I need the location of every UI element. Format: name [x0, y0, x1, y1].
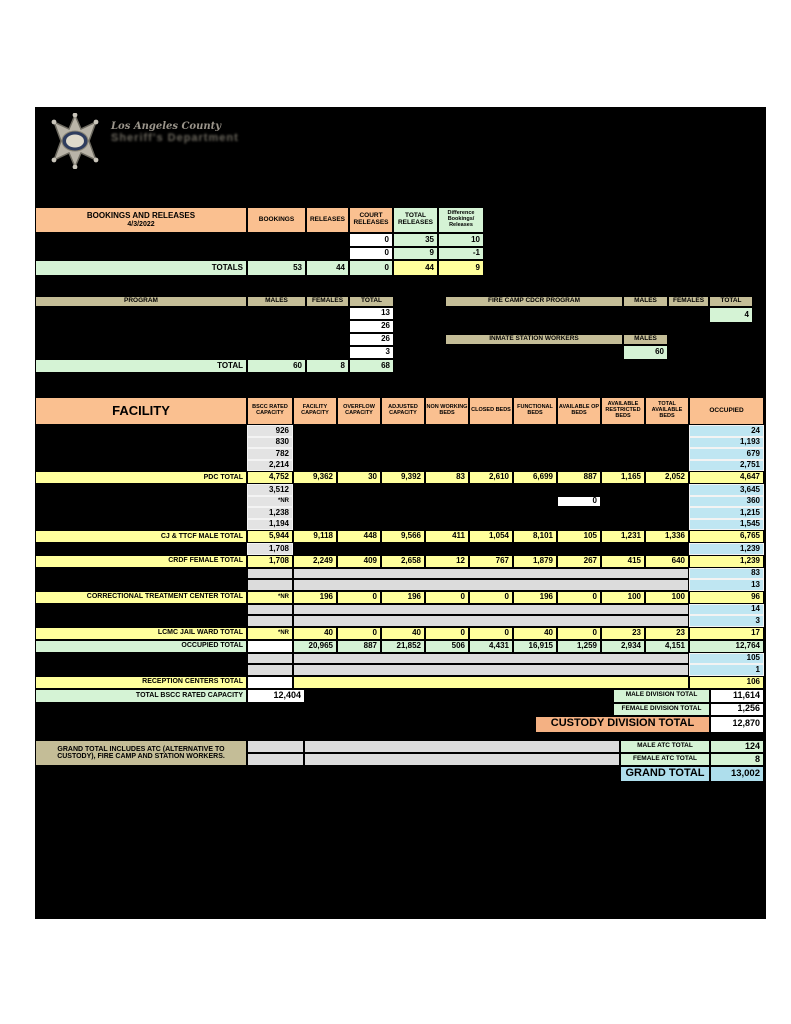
agency-name-line1: Los Angeles County: [111, 121, 222, 132]
functional-cell: 40: [513, 627, 557, 640]
nonworking-cell: 506: [425, 640, 469, 653]
program-total-males: 60: [247, 359, 306, 373]
col-header-program: PROGRAM: [35, 296, 247, 307]
nonworking-cell: 83: [425, 471, 469, 484]
redacted-cell: [445, 345, 623, 360]
avail-op-cell: 0: [557, 627, 601, 640]
court-releases-value: 0: [349, 247, 393, 260]
col-header-females: FEMALES: [306, 296, 349, 307]
redacted-cell: [35, 579, 247, 591]
adjusted-cell: 9,392: [381, 471, 425, 484]
occupied-cell: 24: [689, 425, 764, 437]
male-division-total-value: 11,614: [710, 689, 764, 703]
total-available-cell: 100: [645, 591, 689, 604]
redacted-cell: [293, 496, 557, 508]
program-total-row: [35, 359, 394, 373]
merged-gray-cell: [293, 604, 689, 616]
custody-division-total-label: CUSTODY DIVISION TOTAL: [535, 716, 710, 733]
redacted-cell: [35, 664, 247, 676]
col-header-functional: FUNCTIONAL BEDS: [513, 397, 557, 425]
agency-name-line2: Sheriff's Department: [111, 132, 239, 144]
program-total-label: TOTAL: [35, 359, 247, 373]
bscc-cell: *NR: [247, 591, 293, 604]
redacted-cell: [35, 703, 613, 716]
occupied-cell: 3: [689, 615, 764, 627]
avail-restricted-cell: 2,934: [601, 640, 645, 653]
facility-row: [35, 484, 764, 496]
total-row-label: CJ & TTCF MALE TOTAL: [35, 530, 247, 543]
bscc-cell-empty: [247, 676, 293, 689]
facility-occupied-total-row: [35, 640, 764, 653]
grand-total-section: [35, 740, 764, 782]
program-total-value: 26: [349, 333, 394, 346]
nonworking-cell: 12: [425, 555, 469, 568]
adjusted-cell: 21,852: [381, 640, 425, 653]
female-division-total-row: [35, 703, 764, 716]
program-row-redacted: [35, 320, 394, 333]
station-workers-males-value: 60: [623, 345, 668, 360]
occupied-cell: 13: [689, 579, 764, 591]
redacted-cell: [35, 425, 247, 437]
occupied-cell: 1,239: [689, 555, 764, 568]
facility-total-row-pdc: [35, 471, 764, 484]
report-canvas: [35, 107, 766, 919]
occupied-cell: 6,765: [689, 530, 764, 543]
program-total-value: 13: [349, 307, 394, 320]
facility-capacity-cell: 20,965: [293, 640, 337, 653]
totals-label: TOTALS: [35, 260, 247, 276]
merged-gray-cell: [293, 653, 689, 665]
facility-capacity-cell: 196: [293, 591, 337, 604]
col-header-occupied: OCCUPIED: [689, 397, 764, 425]
program-row-redacted: [35, 333, 394, 346]
facility-row: [35, 437, 764, 449]
occupied-cell: 1,215: [689, 507, 764, 519]
avail-op-cell: 887: [557, 471, 601, 484]
bscc-cell: 782: [247, 448, 293, 460]
program-total-total: 68: [349, 359, 394, 373]
bscc-cell: *NR: [247, 627, 293, 640]
col-header-males: MALES: [623, 334, 668, 345]
adjusted-cell: 196: [381, 591, 425, 604]
occupied-cell: 1,545: [689, 519, 764, 531]
redacted-cell: [293, 425, 689, 437]
agency-name: [111, 121, 239, 144]
total-available-cell: 23: [645, 627, 689, 640]
redacted-cell: [293, 448, 689, 460]
bookings-date: 4/3/2022: [127, 220, 155, 228]
redacted-cell: [35, 320, 349, 333]
program-table: [35, 296, 394, 373]
functional-cell: 6,699: [513, 471, 557, 484]
col-header-avail-op: AVAILABLE OP BEDS: [557, 397, 601, 425]
closed-cell: 1,054: [469, 530, 513, 543]
female-division-total-value: 1,256: [710, 703, 764, 716]
facility-row: [35, 519, 764, 531]
bscc-cell: 1,708: [247, 555, 293, 568]
occupied-cell: 4,647: [689, 471, 764, 484]
bscc-total-row: [35, 689, 764, 703]
nonworking-cell: 411: [425, 530, 469, 543]
col-header-court-releases: COURT RELEASES: [349, 207, 393, 233]
avail-restricted-cell: 1,165: [601, 471, 645, 484]
agency-logo: [49, 113, 239, 169]
female-division-total-label: FEMALE DIVISION TOTAL: [613, 703, 710, 716]
redacted-cell: [35, 519, 247, 531]
redacted-cell: [35, 653, 247, 665]
totals-bookings: 53: [247, 260, 306, 276]
facility-row: [35, 615, 764, 627]
bscc-cell-empty: [247, 615, 293, 627]
redacted-cell: [35, 307, 349, 320]
bscc-cell-empty: [247, 653, 293, 665]
facility-total-row-crdf: [35, 555, 764, 568]
facility-capacity-cell: 40: [293, 627, 337, 640]
spacer: [35, 766, 620, 782]
col-header-total: TOTAL: [349, 296, 394, 307]
facility-capacity-cell: 2,249: [293, 555, 337, 568]
redacted-cell: [35, 460, 247, 472]
avail-op-cell: 267: [557, 555, 601, 568]
totals-difference: 9: [438, 260, 484, 276]
bscc-cell: 4,752: [247, 471, 293, 484]
total-row-label: PDC TOTAL: [35, 471, 247, 484]
adjusted-cell: 9,566: [381, 530, 425, 543]
totals-court: 0: [349, 260, 393, 276]
redacted-cell: [35, 507, 247, 519]
facility-row: [35, 579, 764, 591]
custody-division-total-row: [35, 716, 764, 733]
col-header-total: TOTAL: [709, 296, 753, 307]
occupied-cell: 83: [689, 568, 764, 580]
program-row-redacted: [35, 307, 394, 320]
functional-cell: 196: [513, 591, 557, 604]
facility-capacity-cell: 9,362: [293, 471, 337, 484]
station-workers-table: [445, 334, 668, 360]
reception-centers-total-row: [35, 676, 764, 689]
col-header-facility-capacity: FACILITY CAPACITY: [293, 397, 337, 425]
female-atc-total-value: 8: [710, 753, 764, 766]
bscc-cell-empty: [247, 579, 293, 591]
merged-yellow-cell: [293, 676, 689, 689]
grand-total-value: 13,002: [710, 766, 764, 782]
avail-restricted-cell: 100: [601, 591, 645, 604]
redacted-cell: [305, 689, 613, 703]
grand-total-note-line1: GRAND TOTAL INCLUDES ATC (ALTERNATIVE TO: [57, 745, 225, 753]
facility-total-row-cj-ttcf: [35, 530, 764, 543]
facility-row: [35, 425, 764, 437]
facility-row: [35, 507, 764, 519]
col-header-males: MALES: [623, 296, 668, 307]
totals-total-releases: 44: [393, 260, 438, 276]
bscc-cell: 3,512: [247, 484, 293, 496]
avail-op-cell: 0: [557, 591, 601, 604]
avail-op-cell: 0: [557, 496, 601, 508]
total-row-label: LCMC JAIL WARD TOTAL: [35, 627, 247, 640]
total-releases-value: 9: [393, 247, 438, 260]
redacted-cell: [35, 333, 349, 346]
difference-value: 10: [438, 233, 484, 247]
facility-row: [35, 568, 764, 580]
bscc-cell-empty: [247, 568, 293, 580]
col-header-bookings: BOOKINGS: [247, 207, 306, 233]
station-workers-title: INMATE STATION WORKERS: [445, 334, 623, 345]
redacted-cell: [293, 437, 689, 449]
occupied-cell: 17: [689, 627, 764, 640]
overflow-cell: 0: [337, 627, 381, 640]
difference-value: -1: [438, 247, 484, 260]
merged-gray-cell: [293, 579, 689, 591]
bscc-cell: 1,238: [247, 507, 293, 519]
nonworking-cell: 0: [425, 591, 469, 604]
occupied-cell: 360: [689, 496, 764, 508]
total-row-label: CORRECTIONAL TREATMENT CENTER TOTAL: [35, 591, 247, 604]
overflow-cell: 30: [337, 471, 381, 484]
facility-total-row-lcmc: [35, 627, 764, 640]
occupied-cell: 1,239: [689, 543, 764, 555]
overflow-cell: 409: [337, 555, 381, 568]
grand-total-note-line2: CUSTODY), FIRE CAMP AND STATION WORKERS.: [57, 753, 225, 760]
total-available-cell: 2,052: [645, 471, 689, 484]
redacted-cell: [35, 448, 247, 460]
male-atc-total-value: 124: [710, 740, 764, 753]
closed-cell: 4,431: [469, 640, 513, 653]
facility-row: [35, 543, 764, 555]
col-header-avail-restricted: AVAILABLE RESTRICTED BEDS: [601, 397, 645, 425]
redacted-cell: [35, 604, 247, 616]
facility-table: [35, 397, 764, 733]
bscc-cell: 1,708: [247, 543, 293, 555]
fire-camp-table: [445, 296, 753, 323]
bscc-cell-empty: [247, 664, 293, 676]
col-header-total-available: TOTAL AVAILABLE BEDS: [645, 397, 689, 425]
merged-gray-cell: [304, 740, 620, 753]
bookings-title: BOOKINGS AND RELEASES: [86, 211, 196, 221]
facility-row: [35, 664, 764, 676]
bscc-cell: *NR: [247, 496, 293, 508]
total-available-cell: 4,151: [645, 640, 689, 653]
col-header-nonworking: NON WORKING BEDS: [425, 397, 469, 425]
avail-restricted-cell: 23: [601, 627, 645, 640]
col-header-facility: FACILITY: [35, 397, 247, 425]
closed-cell: 0: [469, 627, 513, 640]
occupied-cell: 96: [689, 591, 764, 604]
redacted-cell: [601, 496, 689, 508]
facility-row: [35, 496, 764, 508]
facility-row: [35, 460, 764, 472]
redacted-cell: [35, 437, 247, 449]
male-atc-total-label: MALE ATC TOTAL: [620, 740, 710, 753]
redacted-cell: [35, 568, 247, 580]
custody-division-total-value: 12,870: [710, 716, 764, 733]
occupied-cell: 1,193: [689, 437, 764, 449]
fire-camp-row-redacted: [445, 307, 753, 323]
spacer: [35, 716, 535, 733]
total-available-cell: 640: [645, 555, 689, 568]
closed-cell: 2,610: [469, 471, 513, 484]
col-header-females: FEMALES: [668, 296, 709, 307]
occupied-cell: 679: [689, 448, 764, 460]
closed-cell: 0: [469, 591, 513, 604]
bscc-cell-empty: [247, 640, 293, 653]
occupied-cell: 14: [689, 604, 764, 616]
fire-camp-title: FIRE CAMP CDCR PROGRAM: [445, 296, 623, 307]
redacted-cell: [293, 484, 689, 496]
col-header-releases: RELEASES: [306, 207, 349, 233]
merged-gray-cell: [304, 753, 620, 766]
program-total-females: 8: [306, 359, 349, 373]
facility-row: [35, 604, 764, 616]
program-row-redacted: [35, 346, 394, 359]
occupied-cell: 12,764: [689, 640, 764, 653]
avail-op-cell: 1,259: [557, 640, 601, 653]
occupied-cell: 106: [689, 676, 764, 689]
fire-camp-total-value: 4: [709, 307, 753, 323]
bscc-total-value: 12,404: [247, 689, 305, 703]
redacted-cell: [35, 484, 247, 496]
bscc-cell: 926: [247, 425, 293, 437]
col-header-adjusted: ADJUSTED CAPACITY: [381, 397, 425, 425]
occupied-cell: 2,751: [689, 460, 764, 472]
total-row-label: OCCUPIED TOTAL: [35, 640, 247, 653]
female-atc-total-label: FEMALE ATC TOTAL: [620, 753, 710, 766]
occupied-cell: 3,645: [689, 484, 764, 496]
program-total-value: 3: [349, 346, 394, 359]
program-total-value: 26: [349, 320, 394, 333]
functional-cell: 8,101: [513, 530, 557, 543]
bookings-releases-table: [35, 207, 484, 276]
adjusted-cell: 2,658: [381, 555, 425, 568]
redacted-cell: [445, 307, 709, 323]
redacted-cell: [293, 519, 689, 531]
bscc-cell: 830: [247, 437, 293, 449]
redacted-cell: [293, 507, 689, 519]
totals-releases: 44: [306, 260, 349, 276]
col-header-bscc: BSCC RATED CAPACITY: [247, 397, 293, 425]
col-header-closed: CLOSED BEDS: [469, 397, 513, 425]
bookings-row-redacted: [35, 233, 484, 247]
functional-cell: 1,879: [513, 555, 557, 568]
bscc-cell: 1,194: [247, 519, 293, 531]
overflow-cell: 448: [337, 530, 381, 543]
total-available-cell: 1,336: [645, 530, 689, 543]
bscc-total-label: TOTAL BSCC RATED CAPACITY: [35, 689, 247, 703]
gray-cell: [247, 753, 304, 766]
facility-header-row: [35, 397, 764, 425]
merged-gray-cell: [293, 615, 689, 627]
grand-total-label: GRAND TOTAL: [620, 766, 710, 782]
avail-restricted-cell: 1,231: [601, 530, 645, 543]
redacted-cell: [35, 247, 349, 260]
bookings-totals-row: [35, 260, 484, 276]
bscc-cell: 5,944: [247, 530, 293, 543]
col-header-total-releases: TOTAL RELEASES: [393, 207, 438, 233]
bookings-title-cell: [35, 207, 247, 233]
facility-row: [35, 448, 764, 460]
sheriff-star-icon: [49, 113, 101, 169]
col-header-overflow: OVERFLOW CAPACITY: [337, 397, 381, 425]
redacted-cell: [293, 543, 689, 555]
bookings-row-redacted: [35, 247, 484, 260]
overflow-cell: 0: [337, 591, 381, 604]
avail-op-cell: 105: [557, 530, 601, 543]
facility-total-row-ctc: [35, 591, 764, 604]
gray-cell: [247, 740, 304, 753]
redacted-cell: [35, 233, 349, 247]
col-header-difference: Difference Bookings/ Releases: [438, 207, 484, 233]
bscc-cell: 2,214: [247, 460, 293, 472]
occupied-cell: 105: [689, 653, 764, 665]
merged-gray-cell: [293, 568, 689, 580]
reception-label: RECEPTION CENTERS TOTAL: [35, 676, 247, 689]
grand-total-row: [35, 766, 764, 782]
total-row-label: CRDF FEMALE TOTAL: [35, 555, 247, 568]
facility-row: [35, 653, 764, 665]
closed-cell: 767: [469, 555, 513, 568]
bscc-cell-empty: [247, 604, 293, 616]
court-releases-value: 0: [349, 233, 393, 247]
avail-restricted-cell: 415: [601, 555, 645, 568]
grand-total-note: [35, 740, 247, 766]
male-division-total-label: MALE DIVISION TOTAL: [613, 689, 710, 703]
col-header-males: MALES: [247, 296, 306, 307]
occupied-cell: 1: [689, 664, 764, 676]
adjusted-cell: 40: [381, 627, 425, 640]
station-workers-row: [445, 345, 668, 360]
facility-capacity-cell: 9,118: [293, 530, 337, 543]
redacted-cell: [35, 543, 247, 555]
merged-gray-cell: [293, 664, 689, 676]
nonworking-cell: 0: [425, 627, 469, 640]
functional-cell: 16,915: [513, 640, 557, 653]
redacted-cell: [35, 615, 247, 627]
overflow-cell: 887: [337, 640, 381, 653]
redacted-cell: [35, 496, 247, 508]
redacted-cell: [293, 460, 689, 472]
total-releases-value: 35: [393, 233, 438, 247]
redacted-cell: [35, 346, 349, 359]
